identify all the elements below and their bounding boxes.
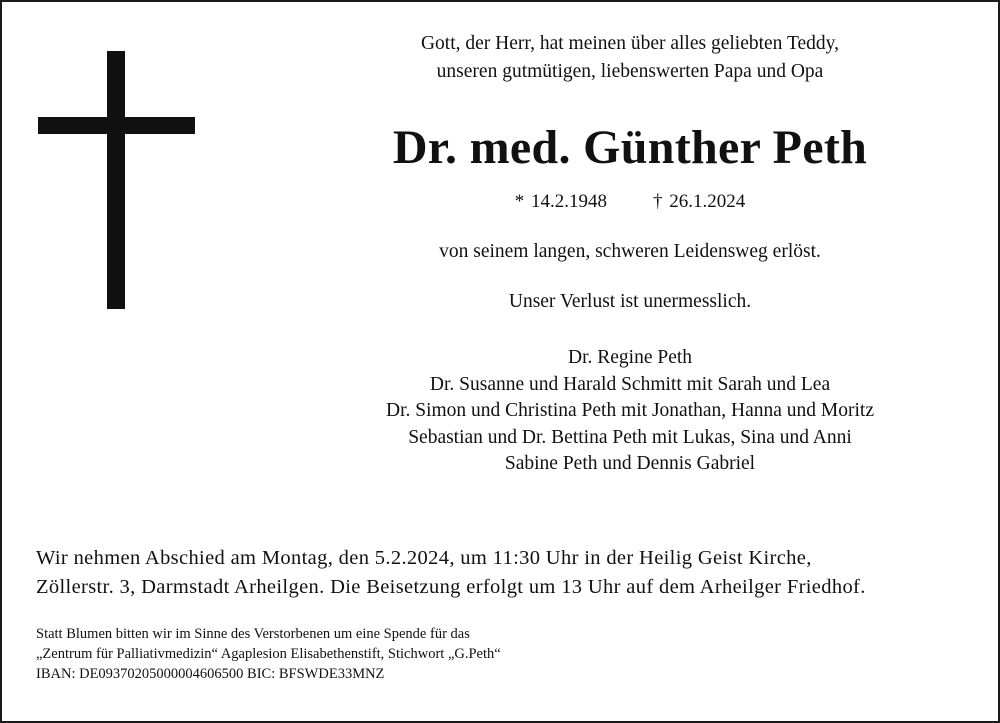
family-member: Dr. Regine Peth [567, 347, 693, 368]
donation-notice [36, 624, 936, 684]
farewell-line-2: Zöllerstr. 3, Darmstadt Arheilgen. Die Beisetzung erfolgt um 13 Uhr auf dem Arheilger Friedhof. [36, 576, 866, 598]
cross-icon [38, 51, 195, 309]
cross-horizontal-bar [38, 117, 195, 134]
birth-date: * 14.2.1948 [514, 191, 607, 212]
death-date: † 26.1.2024 [653, 191, 746, 212]
family-member: Dr. Simon und Christina Peth mit Jonathan, Hanna und Moritz [385, 400, 874, 421]
family-member: Dr. Susanne und Harald Schmitt mit Sarah und Lea [429, 373, 831, 395]
family-member: Sabine Peth und Dennis Gabriel [504, 453, 756, 474]
intro-line-2: unseren gutmütigen, liebenswerten Papa und Opa [436, 61, 824, 82]
deceased-name: Dr. med. Günther Peth [392, 121, 868, 174]
intro-text [270, 30, 990, 86]
donation-line-2: „Zentrum für Palliativmedizin“ Agaplesion Elisabethenstift, Stichwort „G.Peth“ [36, 646, 501, 662]
bank-details: IBAN: DE09370205000004606500 BIC: BFSWDE33MNZ [36, 666, 385, 682]
life-dates [270, 188, 990, 216]
family-member: Sebastian und Dr. Bettina Peth mit Lukas, Sina und Anni [408, 426, 852, 448]
intro-line-1: Gott, der Herr, hat meinen über alles geliebten Teddy, [420, 33, 840, 54]
farewell-notice [36, 544, 976, 602]
donation-line-1: Statt Blumen bitten wir im Sinne des Verstorbenen um eine Spende für das [36, 626, 470, 642]
cross-vertical-bar [107, 51, 125, 309]
farewell-line-1: Wir nehmen Abschied am Montag, den 5.2.2024, um 11:30 Uhr in der Heilig Geist Kirche, [36, 547, 812, 569]
loss-statement: Unser Verlust ist unermesslich. [508, 291, 752, 312]
family-list [270, 345, 990, 478]
relief-statement: von seinem langen, schweren Leidensweg erlöst. [439, 241, 821, 262]
